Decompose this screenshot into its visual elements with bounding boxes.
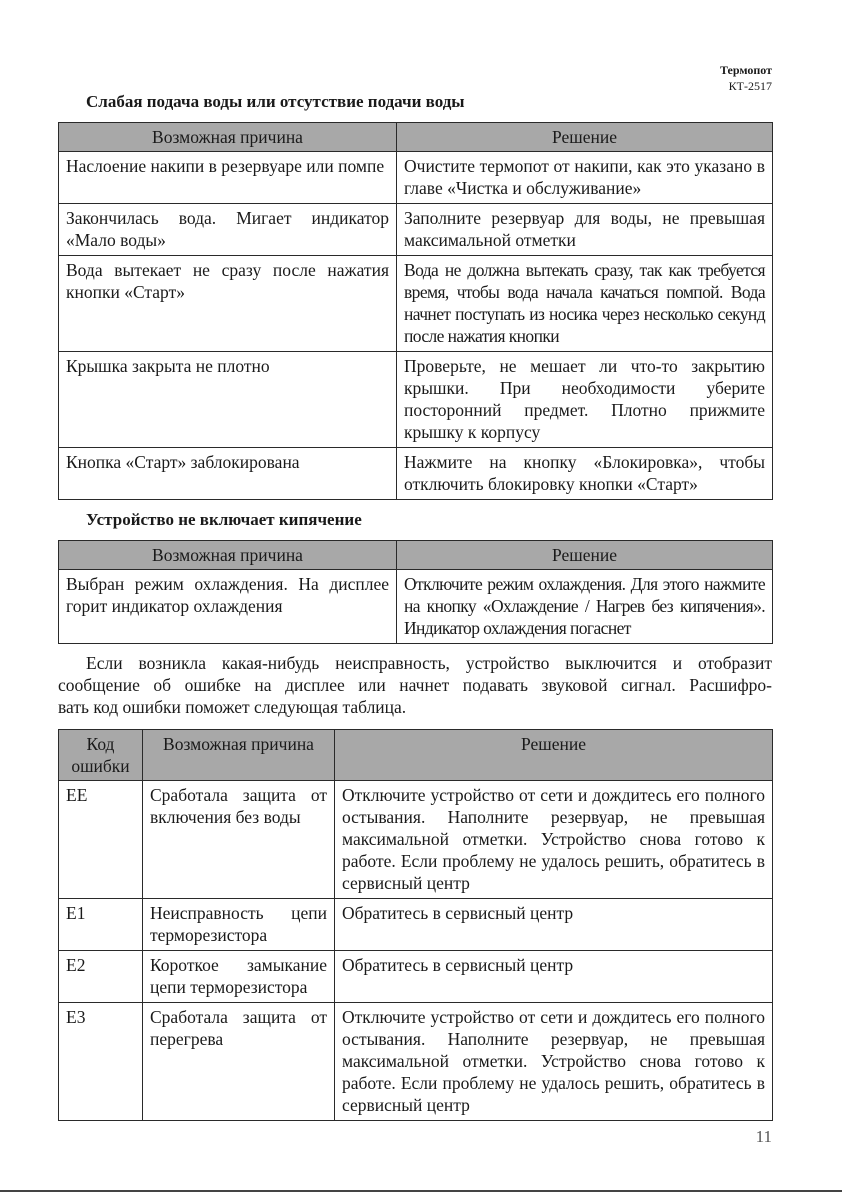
product-model: КТ-2517 — [728, 79, 772, 93]
paragraph-line: вать код ошибки поможет следующая таблица. — [58, 697, 407, 717]
cause-cell: Крышка закрыта не плотно — [59, 352, 397, 448]
cause-cell: Неисправность цепи терморезистора — [143, 899, 335, 951]
cause-cell: Кнопка «Старт» заблокирована — [59, 448, 397, 500]
cause-cell: Выбран режим охлаждения. На дисплее горит индикатор охлаждения — [59, 570, 397, 644]
bottom-divider — [0, 1190, 842, 1192]
table-row — [59, 204, 773, 256]
cause-cell: Короткое замыкание цепи терморезистора — [143, 951, 335, 1003]
table-row — [59, 352, 773, 448]
page-header — [720, 62, 772, 94]
solution-cell: Вода не должна вытекать сразу, так как требуется время, чтобы вода начала качаться помпой. Вода начнет поступать из носика через несколько секунд после нажатия кнопки — [397, 256, 773, 352]
table-row — [59, 448, 773, 500]
solution-cell: Обратитесь в сервисный центр — [335, 951, 773, 1003]
solution-cell: Отключите устройство от сети и дождитесь его полного остывания. Наполните резервуар, не превышая максимальной отметки. Устройство снова готово к работе. Если проблему не удалось решить, обратитесь в сервисный центр — [335, 781, 773, 899]
page-number: 11 — [755, 1127, 772, 1146]
column-header-cause: Возможная причина — [143, 730, 335, 781]
table-header-row — [59, 541, 773, 570]
column-header-code: Код ошибки — [59, 730, 143, 781]
column-header-solution: Решение — [397, 123, 773, 152]
solution-cell: Отключите режим охлаждения. Для этого нажмите на кнопку «Охлаждение / Нагрев без кипячения». Индикатор охлаждения погаснет — [397, 570, 773, 644]
table-row — [59, 1003, 773, 1121]
no-boiling-table — [58, 540, 773, 644]
weak-flow-table — [58, 122, 773, 500]
table-row — [59, 951, 773, 1003]
solution-cell: Проверьте, не мешает ли что-то закрытию крышки. При необходимости уберите посторонний предмет. Плотно прижмите крышку к корпусу — [397, 352, 773, 448]
paragraph-line: сообщение об ошибке на дисплее или начнет подавать звуковой сигнал. Расшифро- — [58, 675, 772, 695]
table-row — [59, 256, 773, 352]
cause-cell: Сработала защита от включения без воды — [143, 781, 335, 899]
paragraph-line: Если возникла какая-нибудь неисправность, устройство выключится и отобразит — [86, 653, 772, 673]
solution-cell: Очистите термопот от накипи, как это указано в главе «Чистка и обслуживание» — [397, 152, 773, 204]
error-code-cell: Е1 — [59, 899, 143, 951]
column-header-solution: Решение — [397, 541, 773, 570]
table-row — [59, 570, 773, 644]
table-row — [59, 152, 773, 204]
table-row — [59, 781, 773, 899]
column-header-solution: Решение — [335, 730, 773, 781]
cause-cell: Наслоение накипи в резервуаре или помпе — [59, 152, 397, 204]
table-header-row — [59, 123, 773, 152]
error-code-cell: Е2 — [59, 951, 143, 1003]
section-title-no-boiling: Устройство не включает кипячение — [86, 510, 362, 529]
error-code-cell: ЕЕ — [59, 781, 143, 899]
solution-cell: Заполните резервуар для воды, не превышая максимальной отметки — [397, 204, 773, 256]
table-header-row — [59, 730, 773, 781]
error-codes-table — [58, 729, 773, 1121]
cause-cell: Закончилась вода. Мигает индикатор «Мало воды» — [59, 204, 397, 256]
error-code-cell: Е3 — [59, 1003, 143, 1121]
solution-cell: Отключите устройство от сети и дождитесь его полного остывания. Наполните резервуар, не превышая максимальной отметки. Устройство снова готово к работе. Если проблему не удалось решить, обратитесь в сервисный центр — [335, 1003, 773, 1121]
solution-cell: Нажмите на кнопку «Блокировка», чтобы отключить блокировку кнопки «Старт» — [397, 448, 773, 500]
cause-cell: Сработала защита от перегрева — [143, 1003, 335, 1121]
column-header-cause: Возможная причина — [59, 541, 397, 570]
table-row — [59, 899, 773, 951]
cause-cell: Вода вытекает не сразу после нажатия кнопки «Старт» — [59, 256, 397, 352]
product-name: Термопот — [719, 63, 772, 77]
error-intro-paragraph — [58, 652, 772, 718]
solution-cell: Обратитесь в сервисный центр — [335, 899, 773, 951]
section-title-weak-flow: Слабая подача воды или отсутствие подачи воды — [86, 92, 465, 111]
column-header-cause: Возможная причина — [59, 123, 397, 152]
